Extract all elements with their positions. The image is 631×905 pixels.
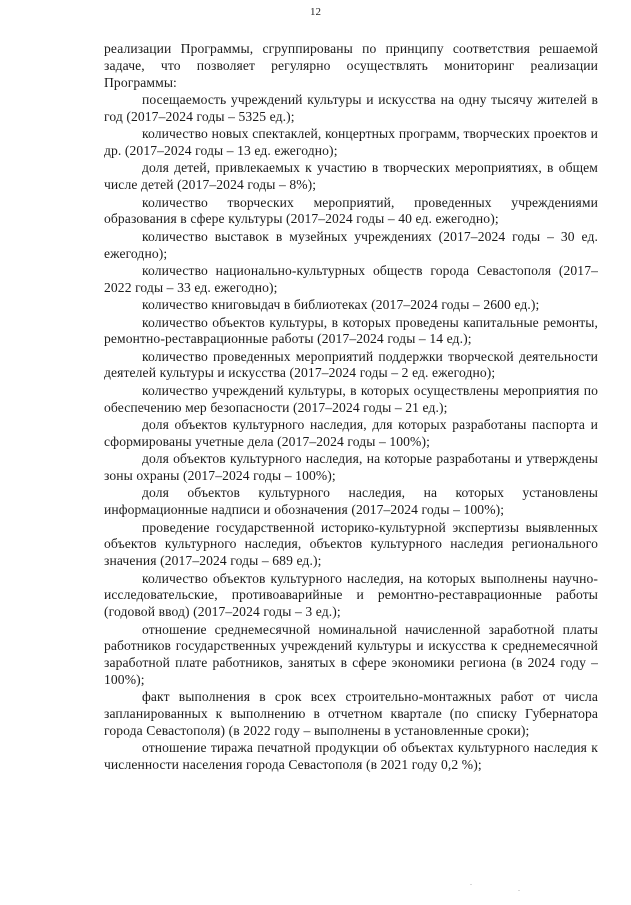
list-item: отношение тиража печатной продукции об объектах культурного наследия к численности населения города Севастополя (в 2021 году 0,2 %); <box>104 740 598 773</box>
list-item: факт выполнения в срок всех строительно-монтажных работ от числа запланированных к выполнению в отчетном квартале (по списку Губернатора города Севастополя) (в 2022 году – выполнены в установленные сроки); <box>104 689 598 738</box>
list-item: доля объектов культурного наследия, на которые разработаны и утверждены зоны охраны (2017–2024 годы – 100%); <box>104 451 598 484</box>
list-item: количество книговыдач в библиотеках (2017–2024 годы – 2600 ед.); <box>142 297 540 313</box>
list-item: количество объектов культуры, в которых проведены капитальные ремонты, ремонтно-реставрационные работы (2017–2024 годы – 14 ед.); <box>104 314 598 347</box>
list-item: количество учреждений культуры, в которых осуществлены мероприятия по обеспечению мер безопасности (2017–2024 годы – 21 ед.); <box>104 382 598 415</box>
scan-speck <box>470 884 472 885</box>
list-item: доля детей, привлекаемых к участию в творческих мероприятиях, в общем числе детей (2017–2024 годы – 8%); <box>104 160 598 193</box>
list-item: количество творческих мероприятий, проведенных учреждениями образования в сфере культуры (2017–2024 годы – 40 ед. ежегодно); <box>104 194 598 227</box>
list-item: проведение государственной историко-культурной экспертизы выявленных объектов культурного наследия, объектов культурного наследия регионального значения (2017–2024 годы – 689 ед.); <box>104 519 598 569</box>
page-number: 12 <box>310 6 321 18</box>
list-item: количество выставок в музейных учреждениях (2017–2024 годы – 30 ед. ежегодно); <box>104 228 598 261</box>
list-item: доля объектов культурного наследия, для которых разработаны паспорта и сформированы учетные дела (2017–2024 годы – 100%); <box>104 417 598 449</box>
list-item: отношение среднемесячной номинальной начисленной заработной платы работников государственных учреждений культуры и искусства к среднемесячной заработной плате работников, занятых в сфере экономики региона (в 2024 году – 100%); <box>104 621 598 687</box>
list-item: количество проведенных мероприятий поддержки творческой деятельности деятелей культуры и искусства (2017–2024 годы – 2 ед. ежегодно); <box>104 348 598 381</box>
list-item: посещаемость учреждений культуры и искусства на одну тысячу жителей в год (2017–2024 годы – 5325 ед.); <box>104 91 598 124</box>
list-item: количество национально-культурных обществ города Севастополя (2017–2022 годы – 33 ед. ежегодно); <box>104 262 598 295</box>
scan-speck <box>518 890 520 891</box>
document-body <box>104 41 598 775</box>
list-item: количество объектов культурного наследия, на которых выполнены научно-исследовательские, противоаварийные и ремонтно-реставрационные работы (годовой ввод) (2017–2024 годы – 3 ед.); <box>104 570 598 620</box>
list-item: доля объектов культурного наследия, на которых установлены информационные надписи и обозначения (2017–2024 годы – 100%); <box>104 485 598 518</box>
intro-paragraph: реализации Программы, сгруппированы по принципу соответствия решаемой задаче, что позволяет регулярно осуществлять мониторинг реализации Программы: <box>104 41 598 90</box>
list-item: количество новых спектаклей, концертных программ, творческих проектов и др. (2017–2024 годы – 13 ед. ежегодно); <box>104 126 598 158</box>
